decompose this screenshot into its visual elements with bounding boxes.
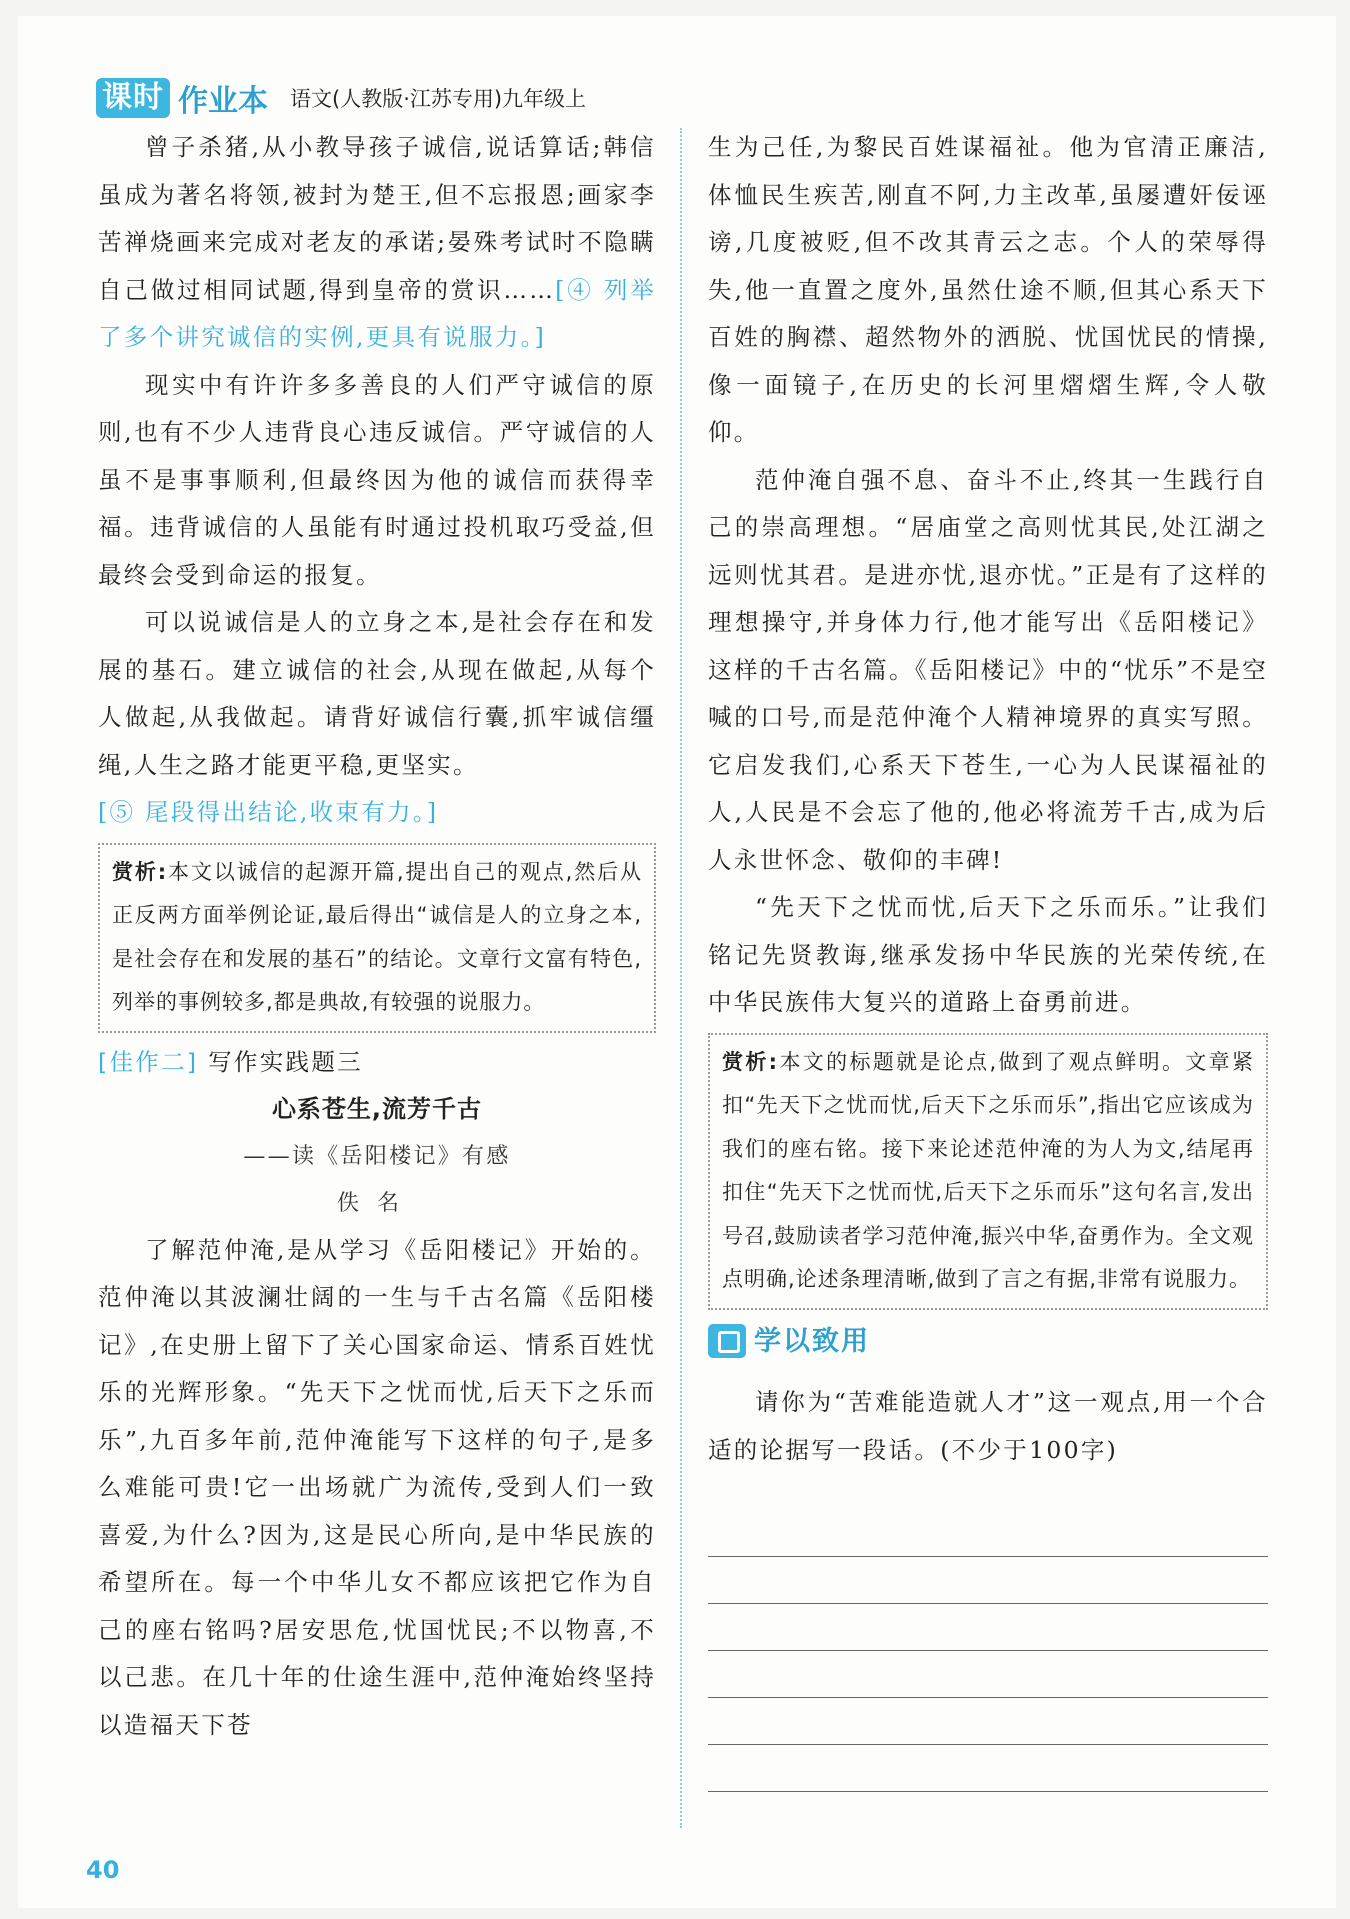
paragraph: “先天下之忧而忧,后天下之乐而乐。”让我们铭记先贤教诲,继承发扬中华民族的光荣传统,在中华民族伟大复兴的道路上奋勇前进。: [708, 893, 1268, 1016]
paragraph: 范仲淹自强不息、奋斗不止,终其一生践行自己的崇高理想。“居庙堂之高则忧其民,处江湖之远则忧其君。是进亦忧,退亦忧。”正是有了这样的理想操守,并身体力行,他才能写出《岳阳楼记》这样的千古名篇。《岳阳楼记》中的“忧乐”不是空喊的口号,而是范仲淹个人精神境界的真实写照。它启发我们,心系天下苍生,一心为人民谋福祉的人,人民是不会忘了他的,他必将流芳千古,成为后人永世怀念、敬仰的丰碑!: [708, 465, 1268, 874]
page: [18, 16, 1336, 1908]
paragraph-text: 曾子杀猪,从小教导孩子诚信,说话算话;韩信虽成为著名将领,被封为楚王,但不忘报恩;画家李苦禅烧画来完成对老友的承诺;晏殊考试时不隐瞒自己做过相同试题,得到皇帝的赏识……: [98, 133, 656, 304]
answer-lines[interactable]: [708, 1510, 1268, 1792]
model-essay-label: 写作实践题三: [208, 1047, 363, 1076]
section-title: 学以致用: [754, 1325, 870, 1357]
brand-logo: 课时: [96, 78, 170, 118]
answer-line[interactable]: [708, 1651, 1268, 1698]
answer-line[interactable]: [708, 1510, 1268, 1557]
paragraph: 了解范仲淹,是从学习《岳阳楼记》开始的。范仲淹以其波澜壮阔的一生与千古名篇《岳阳楼记》,在史册上留下了关心国家命运、情系百姓忧乐的光辉形象。“先天下之忧而忧,后天下之乐而乐”,九百多年前,范仲淹能写下这样的句子,是多么难能可贵!它一出场就广为流传,受到人们一致喜爱,为什么?因为,这是民心所向,是中华民族的希望所在。每一个中华儿女不都应该把它作为自己的座右铭吗?居安思危,忧国忧民;不以物喜,不以己悲。在几十年的仕途生涯中,范仲淹始终坚持以造福天下苍: [98, 1235, 656, 1739]
paragraph: 现实中有许许多多善良的人们严守诚信的原则,也有不少人违背良心违反诚信。严守诚信的人虽不是事事顺利,但最终因为他的诚信而获得幸福。违背诚信的人虽能有时通过投机取巧受益,但最终会受到命运的报复。: [98, 370, 656, 589]
essay-subtitle: ——读《岳阳楼记》有感: [243, 1143, 511, 1169]
answer-line[interactable]: [708, 1604, 1268, 1651]
annotation-note: [98, 789, 656, 837]
analysis-label: 赏析:: [722, 1049, 779, 1074]
analysis-box: [708, 1033, 1268, 1310]
annotation-text: [⑤ 尾段得出结论,收束有力。]: [98, 798, 439, 826]
essay-author: 佚名: [336, 1190, 417, 1216]
analysis-box: [98, 843, 656, 1033]
model-essay-tag: [佳作二]: [98, 1047, 199, 1076]
paragraph: 生为己任,为黎民百姓谋福祉。他为官清正廉洁,体恤民生疾苦,刚直不阿,力主改革,虽屡遭奸佞诬谤,几度被贬,但不改其青云之志。个人的荣辱得失,他一直置之度外,虽然仕途不顺,但其心系天下百姓的胸襟、超然物外的洒脱、忧国忧民的情操,像一面镜子,在历史的长河里熠熠生辉,令人敬仰。: [708, 133, 1268, 446]
page-header: [96, 76, 586, 120]
column-divider: [680, 128, 682, 1828]
answer-line[interactable]: [708, 1745, 1268, 1792]
essay-title: 心系苍生,流芳千古: [271, 1094, 483, 1123]
paragraph-text: 可以说诚信是人的立身之本,是社会存在和发展的基石。建立诚信的社会,从现在做起,从每个人做起,从我做起。请背好诚信行囊,抓牢诚信缰绳,人生之路才能更平稳,更坚实。: [98, 608, 656, 779]
left-column: [98, 124, 656, 1749]
pencil-icon: [708, 1324, 746, 1358]
annotation-note: [④ 列举了多个讲究诚信的实例,更具有说服力。]: [98, 275, 657, 351]
model-essay-header: [98, 1039, 656, 1086]
analysis-text: 本文的标题就是论点,做到了观点鲜明。文章紧扣“先天下之忧而忧,后天下之乐而乐”,指出它应该成为我们的座右铭。接下来论述范仲淹的为人为文,结尾再扣住“先天下之忧而忧,后天下之乐而乐”这句名言,发出号召,鼓励读者学习范仲淹,振兴中华,奋勇作为。全文观点明确,论述条理清晰,做到了言之有据,非常有说服力。: [722, 1049, 1254, 1291]
brand-logo-text: 作业本: [178, 84, 268, 119]
analysis-text: 本文以诚信的起源开篇,提出自己的观点,然后从正反两方面举例论证,最后得出“诚信是人的立身之本,是社会存在和发展的基石”的结论。文章行文富有特色,列举的事例较多,都是典故,有较强的说服力。: [112, 859, 642, 1014]
answer-line[interactable]: [708, 1698, 1268, 1745]
page-number: 40: [86, 1856, 120, 1884]
paragraph: [98, 124, 656, 362]
paragraph: [98, 599, 656, 789]
subject-label: 语文(人教版·江苏专用)九年级上: [290, 87, 587, 111]
answer-line[interactable]: [708, 1557, 1268, 1604]
section-header: [708, 1318, 1268, 1366]
right-column: [708, 124, 1268, 1792]
task-prompt: 请你为“苦难能造就人才”这一观点,用一个合适的论据写一段话。(不少于100字): [708, 1388, 1268, 1464]
analysis-label: 赏析:: [112, 859, 168, 884]
